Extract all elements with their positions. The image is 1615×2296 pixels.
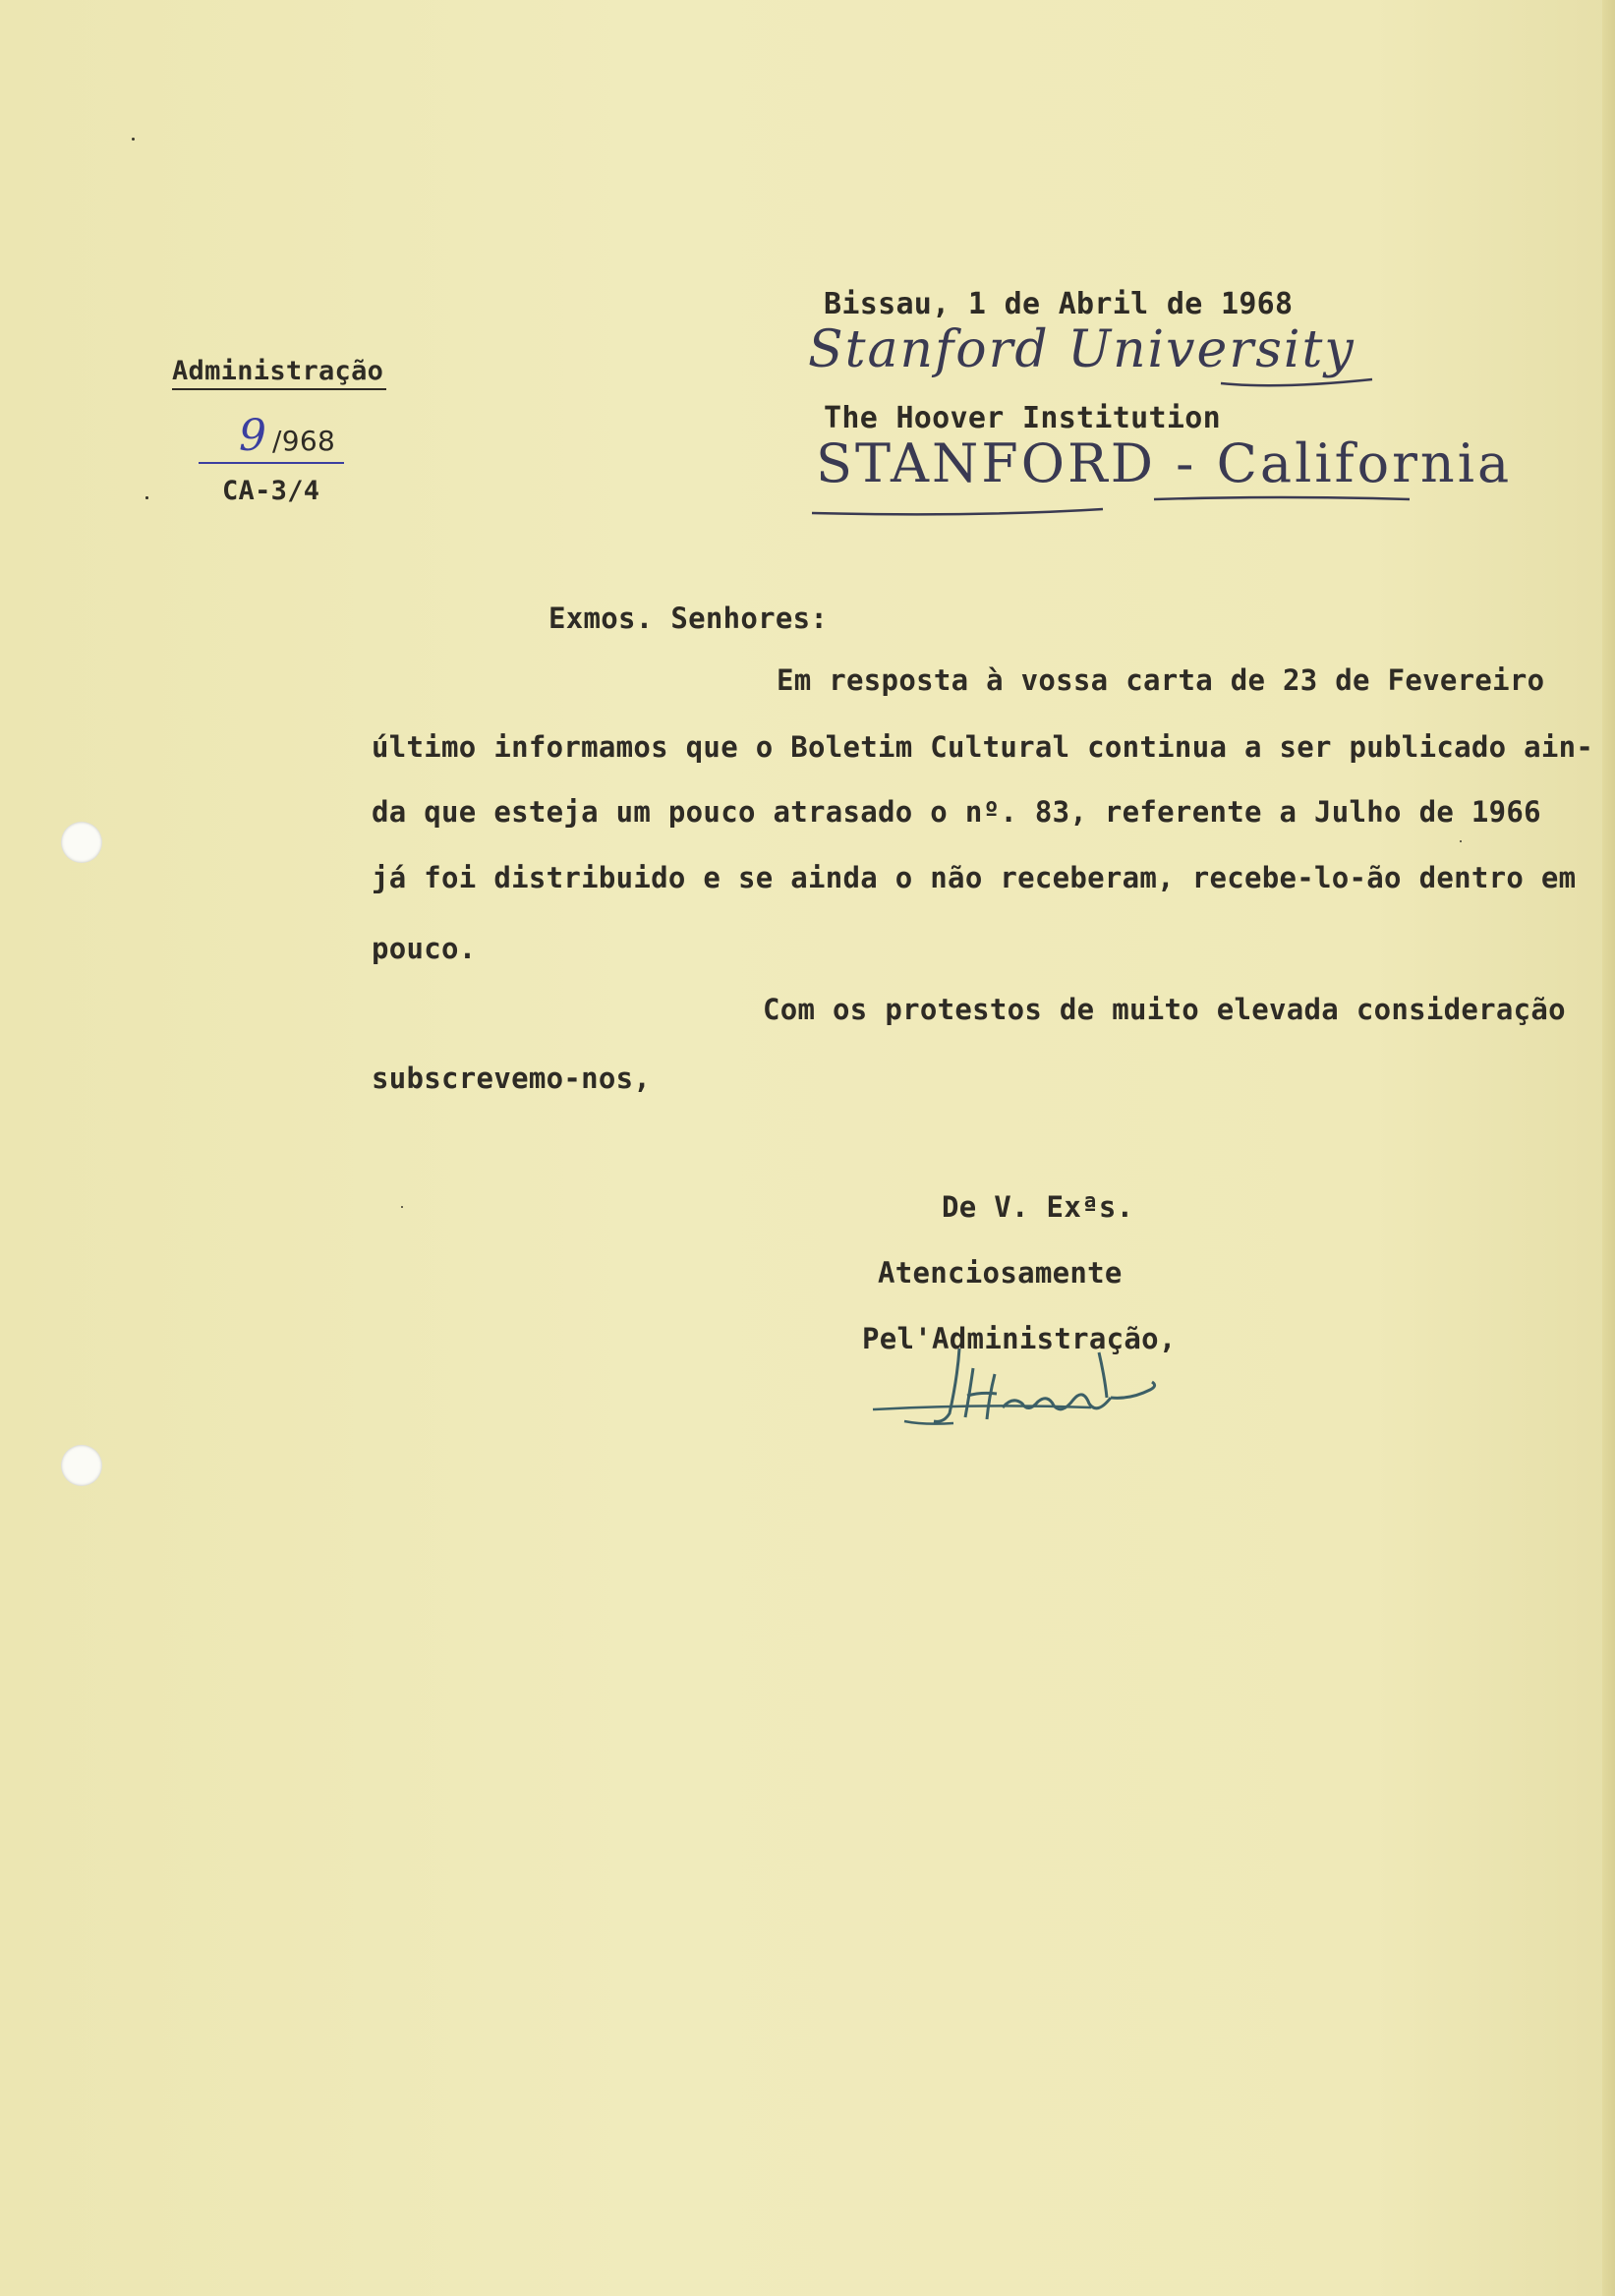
body-line: Em resposta à vossa carta de 23 de Fevereiro xyxy=(777,663,1545,697)
punch-hole-top xyxy=(61,822,102,863)
punch-hole-bottom xyxy=(61,1445,102,1486)
closing-line: Com os protestos de muito elevada consideração xyxy=(763,993,1566,1026)
paper-edge xyxy=(1602,0,1615,2296)
paper-speck xyxy=(132,138,135,141)
recipient-institution: The Hoover Institution xyxy=(824,401,1221,435)
paper-speck xyxy=(1460,840,1462,842)
signoff-department: Pel'Administração, xyxy=(862,1322,1177,1355)
reference-number: 9 xyxy=(239,411,266,461)
salutation: Exmos. Senhores: xyxy=(548,602,829,635)
recipient-city: STANFORD - California xyxy=(816,432,1513,494)
body-line: da que esteja um pouco atrasado o nº. 83, referente a Julho de 1966 xyxy=(372,795,1541,829)
recipient-university-underline xyxy=(1219,373,1376,393)
reference-divider xyxy=(199,462,344,464)
recipient-university: Stanford University xyxy=(808,320,1355,379)
department-underline xyxy=(172,388,386,390)
body-line: já foi distribuido e se ainda o não receberam, recebe-lo-ão dentro em xyxy=(372,861,1577,894)
recipient-city-underline xyxy=(808,491,1417,521)
place-date: Bissau, 1 de Abril de 1968 xyxy=(824,287,1294,321)
reference-code: CA-3/4 xyxy=(222,476,320,506)
reference-year: /968 xyxy=(272,425,336,457)
signoff-regards: Atenciosamente xyxy=(878,1256,1123,1290)
signoff-address: De V. Exªs. xyxy=(942,1190,1134,1224)
department-label: Administração xyxy=(172,356,384,386)
signature xyxy=(865,1339,1170,1437)
paper-speck xyxy=(145,496,148,499)
closing-line: subscrevemo-nos, xyxy=(372,1062,652,1095)
paper-speck xyxy=(401,1206,403,1208)
body-line: último informamos que o Boletim Cultural continua a ser publicado ain- xyxy=(372,730,1594,764)
body-line: pouco. xyxy=(372,932,477,965)
